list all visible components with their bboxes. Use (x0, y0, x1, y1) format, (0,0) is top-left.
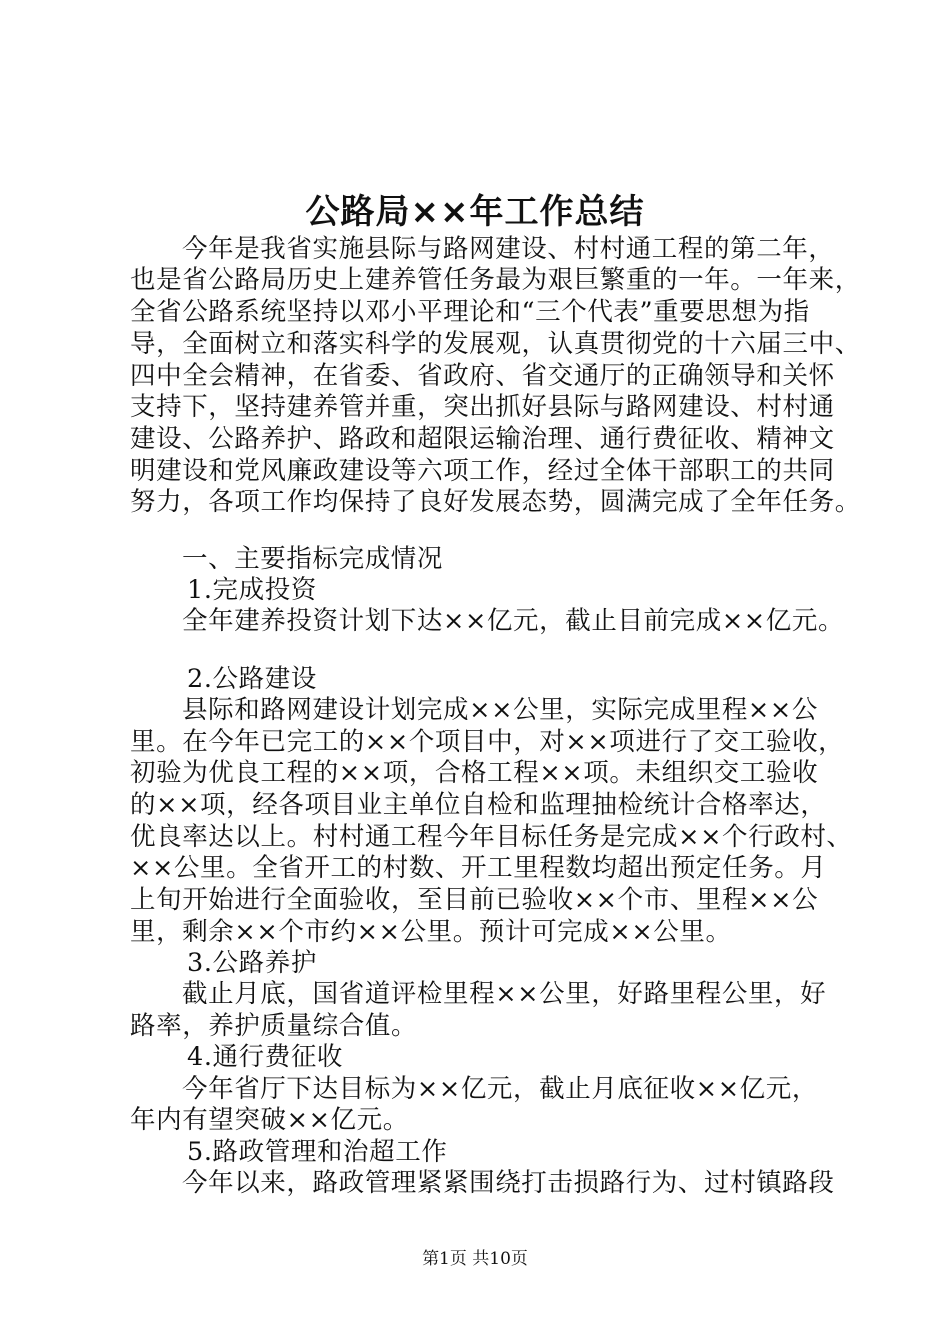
item-heading: 3.公路养护 (187, 948, 317, 978)
paragraph-line: 路率，养护质量综合值。 (130, 1011, 418, 1041)
paragraph-line: 里，剩余××个市约××公里。预计可完成××公里。 (130, 917, 732, 947)
paragraph-line: 截止月底，国省道评检里程××公里，好路里程公里，好 (182, 979, 827, 1009)
intro-line: 导，全面树立和落实科学的发展观，认真贯彻党的十六届三中、 (130, 329, 861, 359)
paragraph-line: 初验为优良工程的××项，合格工程××项。未组织交工验收 (130, 758, 819, 788)
paragraph-line: 今年省厅下达目标为××亿元，截止月底征收××亿元， (182, 1074, 818, 1104)
paragraph-line: 今年以来，路政管理紧紧围绕打击损路行为、过村镇路段 (182, 1168, 835, 1198)
paragraph-line: 全年建养投资计划下达××亿元，截止目前完成××亿元。 (182, 606, 845, 636)
paragraph-line: 上旬开始进行全面验收，至目前已验收××个市、里程××公 (130, 885, 819, 915)
item-heading: 2.公路建设 (187, 664, 317, 694)
paragraph-line: 县际和路网建设计划完成××公里，实际完成里程××公 (182, 695, 818, 725)
document-title: 公路局××年工作总结 (305, 192, 645, 232)
paragraph-line: 里。在今年已完工的××个项目中，对××项进行了交工验收， (130, 727, 845, 757)
intro-line: 今年是我省实施县际与路网建设、村村通工程的第二年， (182, 234, 835, 264)
intro-line: 努力，各项工作均保持了良好发展态势，圆满完成了全年任务。 (130, 487, 861, 517)
paragraph-line: 年内有望突破××亿元。 (130, 1105, 409, 1135)
intro-line: 支持下，坚持建养管并重，突出抓好县际与路网建设、村村通 (130, 392, 835, 422)
intro-line: 也是省公路局历史上建养管任务最为艰巨繁重的一年。一年来， (130, 265, 861, 295)
intro-line: 明建设和党风廉政建设等六项工作，经过全体干部职工的共同 (130, 456, 835, 486)
section-heading: 一、主要指标完成情况 (182, 544, 444, 574)
item-heading: 4.通行费征收 (187, 1042, 344, 1072)
item-heading: 1.完成投资 (187, 575, 317, 605)
intro-line: 建设、公路养护、路政和超限运输治理、通行费征收、精神文 (130, 424, 835, 454)
item-heading: 5.路政管理和治超工作 (187, 1137, 448, 1167)
paragraph-line: 优良率达以上。村村通工程今年目标任务是完成××个行政村、 (130, 822, 853, 852)
intro-line: 四中全会精神，在省委、省政府、省交通厅的正确领导和关怀 (130, 361, 835, 391)
paragraph-line: 的××项，经各项目业主单位自检和监理抽检统计合格率达， (130, 790, 827, 820)
paragraph-line: ××公里。全省开工的村数、开工里程数均超出预定任务。月 (130, 853, 827, 883)
intro-line: 全省公路系统坚持以邓小平理论和“三个代表”重要思想为指 (130, 297, 810, 327)
page-footer: 第1页 共10页 (422, 1249, 528, 1269)
